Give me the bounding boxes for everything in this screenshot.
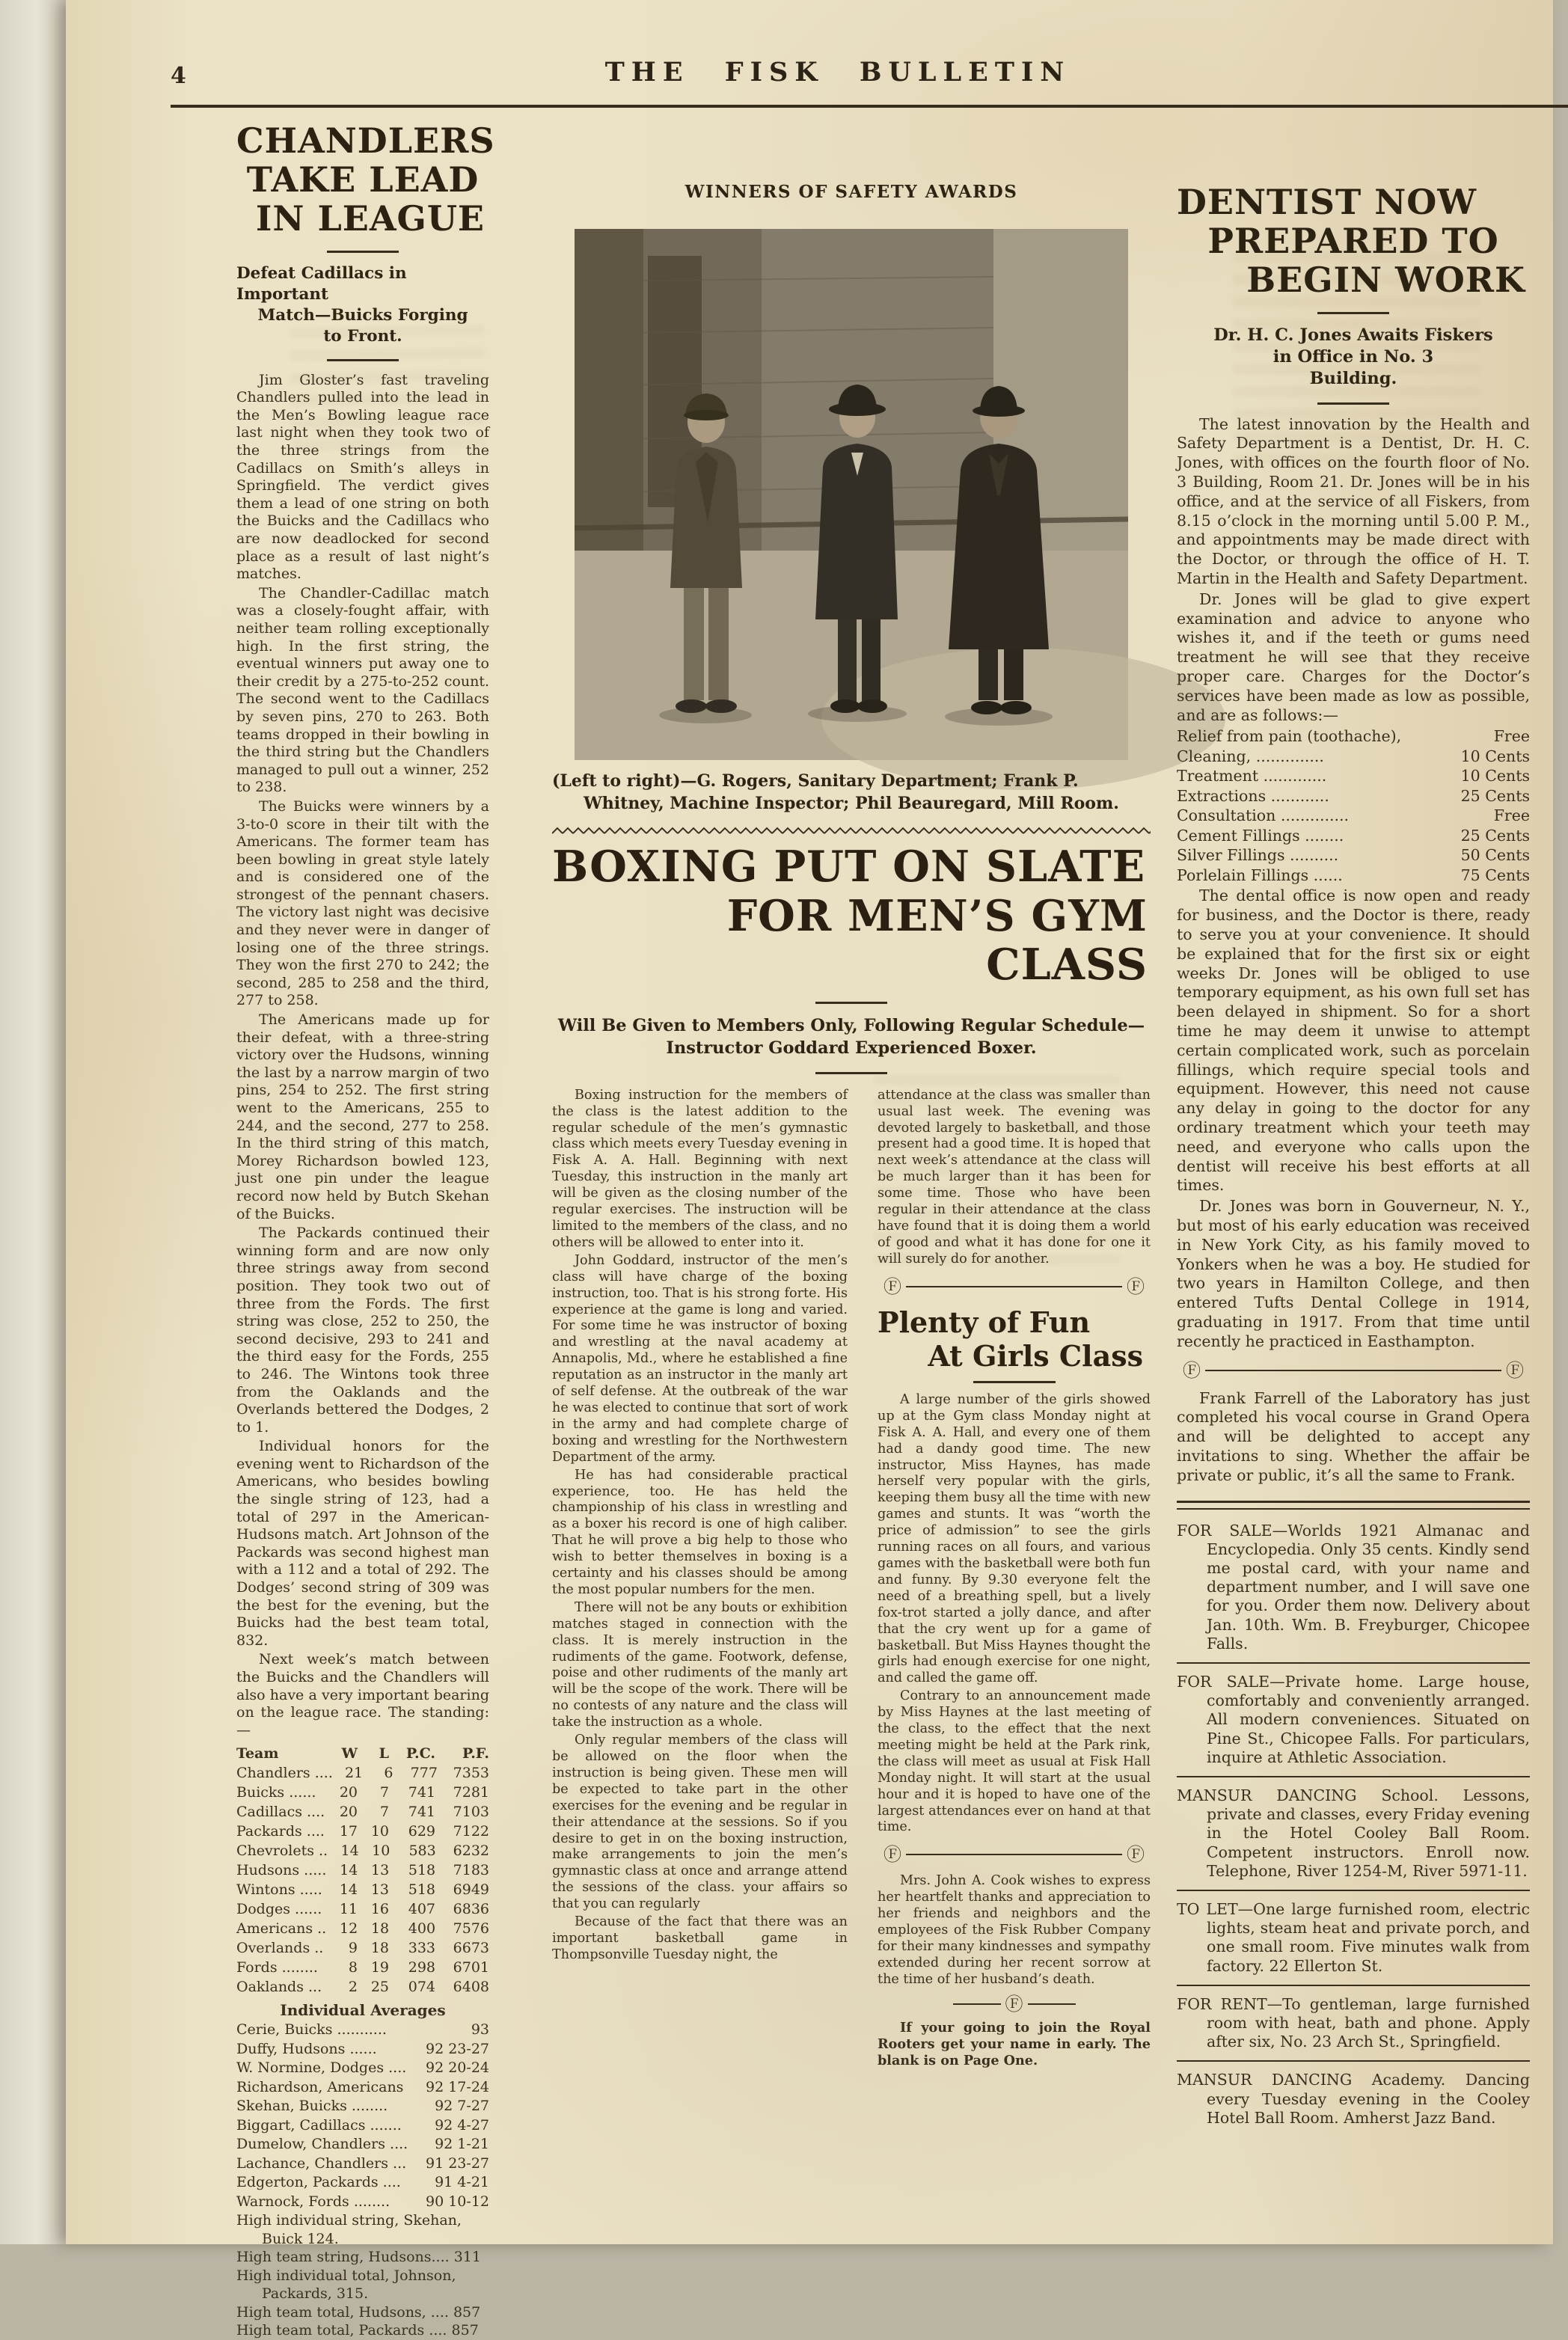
photo-caption [552, 771, 1151, 815]
standings-cell: 777 [410, 1765, 438, 1782]
average-name: Edgerton, Packards .... [236, 2174, 401, 2191]
average-value: 92 7-27 [435, 2098, 489, 2115]
article-paragraph: Jim Gloster’s fast traveling Chandlers pulled into the lead in the Men’s Bowling league race last night when they took two of the three strings from the Cadillacs on Smith’s alleys in Springfield. The verdict gives them a lead of one string on both the Buicks and the Cadillacs who are now deadlocked for second place as a result of last night’s matches. [236, 371, 489, 583]
circled-f-ornament-icon: Ⓕ [1127, 1275, 1145, 1297]
royal-rooters-notice: If your going to join the Royal Rooters get your name in early. The blank is on Page One. [878, 2019, 1151, 2068]
article-paragraph: He has had considerable practical experience, too. He has held the championship of his class in wrestling and as a boxer his record is one of high caliber. That he will prove a big help to those who wish to better themselves in boxing is a certainty and his classes should be among the most popular numbers for the men. [552, 1467, 848, 1597]
standings-cell: 10 [372, 1843, 391, 1860]
averages-note: High individual string, Skehan, Buick 124. [236, 2212, 462, 2247]
subhead-line: Defeat Cadillacs in Important [236, 263, 407, 304]
average-name: Cerie, Buicks ........... [236, 2021, 387, 2039]
averages-note: High team total, Hudsons, .... 857 [236, 2303, 481, 2321]
center-section [552, 182, 1151, 2070]
article-paragraph: The Buicks were winners by a 3-to-0 score in their tilt with the Americans. The former team has been bowling in great style lately and is considered one of the strongest of the pennant chasers. The victory last night was decisive and they never were in danger of losing one of the three strings. They won the first 270 to 242; the second, 285 to 258 and the third, 277 to 258. [236, 797, 489, 1009]
classified-ad: MANSUR DANCING Academy. Dancing every Tuesday evening in the Cooley Hotel Ball Room. Amherst Jazz Band. [1177, 2071, 1530, 2127]
divider-rule [815, 1072, 887, 1074]
standings-cell: 518 [408, 1862, 436, 1879]
standings-header-cell: Team [236, 1745, 279, 1762]
circled-f-ornament-icon: Ⓕ [883, 1275, 901, 1297]
standings-cell: 583 [408, 1843, 436, 1860]
masthead [66, 57, 1553, 88]
standings-cell: 629 [408, 1823, 435, 1840]
standings-row [236, 1841, 489, 1860]
standings-cell: Dodges ...... [236, 1901, 322, 1918]
average-value: 91 23-27 [426, 2154, 489, 2172]
price-value: Free [1493, 727, 1530, 746]
article-paragraph: The Americans made up for their defeat, with a three-string victory over the Hudsons, winning the last by a narrow margin of two pins, 254 to 252. The first string went to the Americans, 255 to 244, and the second, 277 to 258. In the third string of this match, Morey Richardson bowled 123, just one pin under the league record now held by Butch Skehan of the Buicks. [236, 1011, 489, 1222]
standings-cell: 298 [408, 1959, 435, 1976]
divider-rule [1028, 2003, 1076, 2005]
classified-ad: FOR RENT—To gentleman, large furnished room with heat, bath and phone. Apply after six, No. 23 Arch St., Springfield. [1177, 1994, 1530, 2051]
standings-row [236, 1783, 489, 1802]
photo-illustration [575, 229, 1128, 760]
average-row [236, 2193, 489, 2212]
article-paragraph: The Packards continued their winning form and are now only three strings away from second position. They took two out of three from the Fords. The first string was close, 252 to 250, the second decisive, 293 to 241 and the third easy for the Fords, 255 to 246. The Wintons took three from the Oaklands and the Overlands bettered the Dodges, 2 to 1. [236, 1225, 489, 1436]
standings-cell: 14 [339, 1881, 358, 1899]
divider-rule [1205, 1370, 1501, 1371]
boxing-headline [552, 842, 1151, 990]
standings-row [236, 1763, 489, 1783]
price-service: Porlelain Fillings ...... [1177, 866, 1343, 884]
average-name: Skehan, Buicks ........ [236, 2098, 388, 2115]
standings-cell: 13 [370, 1881, 389, 1899]
classified-divider [1177, 1985, 1530, 1986]
article-paragraph: Contrary to an announcement made by Miss Haynes at the last meeting of the class, to the effect that the next meeting might be held at the Park rink, the class will meet as usual at Fisk Hall Monday night. It will start at the usual hour and it is hoped to have one of the largest attendances ever on hand at that time. [878, 1688, 1151, 1835]
divider-rule [906, 1854, 1122, 1855]
standings-cell: 7576 [453, 1920, 489, 1938]
standings-cell: Hudsons ..... [236, 1862, 327, 1879]
standings-header-cell: W [341, 1745, 358, 1762]
article-paragraph: Next week’s match between the Buicks and the Chandlers will also have a very important bearing on the league race. The standing:— [236, 1651, 489, 1739]
standings-row [236, 1919, 489, 1938]
section-divider-ornament [883, 1844, 1145, 1866]
standings-cell: 13 [371, 1862, 390, 1879]
photo-kicker: WINNERS OF SAFETY AWARDS [685, 182, 1018, 202]
classified-divider [1177, 1662, 1530, 1664]
standings-cell: Chevrolets .. [236, 1843, 328, 1860]
circled-f-ornament-icon: Ⓕ [883, 1844, 901, 1866]
bowling-subhead [236, 263, 489, 347]
price-value: 50 Cents [1460, 846, 1530, 865]
standings-header-cell: L [379, 1745, 389, 1762]
standings-cell: 18 [370, 1920, 390, 1938]
caption-line: (Left to right)—G. Rogers, Sanitary Department; Frank P. [552, 771, 1079, 791]
standings-cell: 12 [339, 1920, 358, 1938]
dental-price-list [1177, 726, 1530, 885]
circled-f-ornament-icon: Ⓕ [1183, 1359, 1201, 1381]
header-rule [171, 105, 1568, 108]
standings-cell: 2 [348, 1979, 358, 1996]
standings-cell: Chandlers .... [236, 1765, 333, 1782]
bowling-article [236, 120, 495, 2340]
classified-ad: FOR SALE—Private home. Large house, comfortably and conveniently arranged. All modern conveniences. Situated on Pine St., Chicopee Falls. For particulars, inquire at Athletic Association. [1177, 1672, 1530, 1766]
subhead-line: in Office in No. 3 [1273, 347, 1434, 367]
standings-cell: 25 [370, 1979, 389, 1996]
standings-cell: 17 [339, 1823, 358, 1840]
headline-line: PREPARED TO [1207, 220, 1499, 261]
league-standings-table [236, 1744, 489, 1997]
average-name: Warnock, Fords ........ [236, 2193, 391, 2210]
page-number: 4 [171, 63, 186, 89]
article-paragraph: The latest innovation by the Health and Safety Department is a Dentist, Dr. H. C. Jones, with offices on the fourth floor of No. 3 Building, Room 21. Dr. Jones will be in his office, and at the service of all Fiskers, from 8.15 o’clock in the morning until 5.00 P. M., and appointments may be made direct with the Doctor, or through the office of H. T. Martin in the Health and Safety Department. [1177, 414, 1530, 588]
averages-note: High individual total, Johnson, Packards, 315. [236, 2267, 456, 2303]
classified-divider [1177, 2060, 1530, 2062]
price-row [1177, 806, 1530, 826]
price-service: Relief from pain (toothache), [1177, 727, 1402, 746]
standings-cell: 9 [348, 1940, 358, 1957]
subhead-line: Match—Buicks Forging [257, 305, 468, 325]
standings-cell: 7281 [453, 1784, 489, 1801]
average-name: Richardson, Americans [236, 2078, 404, 2095]
classified-ad: MANSUR DANCING School. Lessons, private and classes, every Friday evening in the Hotel Cooley Ball Room. Competent instructors. Enroll now. Telephone, River 1254-M, River 5971-11. [1177, 1786, 1530, 1880]
bowling-headline [236, 120, 495, 239]
standings-cell: 21 [344, 1765, 364, 1782]
section-divider-ornament [883, 1275, 1145, 1297]
article-paragraph: There will not be any bouts or exhibition matches staged in connection with the class. It is merely instruction in the rudiments of the game. Footwork, defense, poise and other rudiments of the manly art will be the scope of the work. There will be no contests of any nature and the class will take the instruction as a whole. [552, 1599, 848, 1730]
average-row [236, 2021, 489, 2040]
standings-cell: 6836 [453, 1901, 489, 1918]
divider-rule [1317, 312, 1389, 314]
standings-cell: 16 [370, 1901, 389, 1918]
averages-title: Individual Averages [280, 2001, 446, 2020]
article-paragraph: Individual honors for the evening went to Richardson of the Americans, who besides bowling the single string of 123, had a total of 297 in the American-Hudsons match. Art Johnson of the Packards was second highest man with a 112 and a total of 292. The Dodges’ second string of 309 was the best for the evening, but the Buicks had the best team total, 832. [236, 1438, 489, 1649]
headline-line: DENTIST NOW [1177, 182, 1477, 222]
average-name: Lachance, Chandlers ... [236, 2154, 407, 2172]
standings-row [236, 1938, 489, 1958]
publication-title: THE FISK BULLETIN [604, 57, 1071, 88]
average-name: W. Normine, Dodges .... [236, 2059, 407, 2077]
standings-cell: 741 [408, 1784, 435, 1801]
price-row [1177, 786, 1530, 806]
caption-line: Whitney, Machine Inspector; Phil Beauregard, Mill Room. [584, 793, 1119, 813]
classified-divider [1177, 1776, 1530, 1777]
price-row [1177, 766, 1530, 786]
standings-cell: Cadillacs .... [236, 1804, 325, 1821]
girls-class-headline [878, 1305, 1151, 1373]
standings-row [236, 1822, 489, 1841]
standings-cell: Buicks ...... [236, 1784, 316, 1801]
subhead-line: Instructor Goddard Experienced Boxer. [666, 1038, 1037, 1059]
scan-left-edge [0, 0, 66, 2244]
standings-header-cell: P.F. [462, 1745, 489, 1762]
subhead-line: Dr. H. C. Jones Awaits Fiskers [1213, 325, 1493, 345]
price-row [1177, 826, 1530, 846]
price-value: Free [1493, 806, 1530, 825]
standings-cell: 7353 [453, 1765, 490, 1782]
average-row [236, 2040, 489, 2059]
dentist-subhead [1177, 325, 1530, 390]
average-row [236, 2135, 489, 2154]
article-paragraph: The Chandler-Cadillac match was a closely-fought affair, with neither team rolling exceptionally high. In the first string, the eventual winners put away one to their credit by a 275-to-252 count. The second went to the Cadillacs by seven pins, 270 to 263. Both teams dropped in their bowling in the third string but the Chandlers managed to pull out a winner, 252 to 238. [236, 584, 489, 796]
averages-note: High team string, Hudsons.... 311 [236, 2249, 481, 2266]
standings-cell: 074 [408, 1979, 435, 1996]
headline-line: At Girls Class [928, 1339, 1143, 1373]
standings-row [236, 1977, 489, 1997]
double-rule [1177, 1501, 1530, 1510]
article-paragraph: A large number of the girls showed up at the Gym class Monday night at Fisk A. A. Hall, and every one of them had a dandy good time. The new instructor, Miss Haynes, has made herself very popular with the girls, keeping them busy all the time with new games and stunts. It was “worth the price of admission” to see the girls running races on all fours, and various games with the basketball were both fun and funny. By 9.30 everyone felt the need of a breathing spell, but a lively fox-trot started a jolly dance, and after that the cry went up for a game of basketball. But Miss Haynes thought the girls had enough exercise for one night, and called the game off. [878, 1391, 1151, 1686]
standings-row [236, 1958, 489, 1977]
divider-rule [906, 1286, 1122, 1287]
subhead-line: Building. [1309, 369, 1397, 389]
average-value: 90 10-12 [426, 2193, 489, 2210]
headline-line: TAKE LEAD [246, 159, 480, 200]
divider-rule [815, 1002, 887, 1004]
price-row [1177, 845, 1530, 866]
boxing-column-2 [878, 1088, 1151, 2071]
newspaper-sheet [66, 0, 1553, 2339]
boxing-column-1 [552, 1088, 848, 2071]
standings-cell: Fords ........ [236, 1959, 318, 1976]
headline-line: BOXING PUT ON SLATE [552, 842, 1146, 892]
average-value: 93 [471, 2021, 489, 2039]
standings-cell: 6 [384, 1765, 393, 1782]
article-paragraph: Dr. Jones was born in Gouverneur, N. Y., but most of his early education was received in New York City, as his family moved to Yonkers when he was a boy. He studied for two years in Hamilton College, and then entered Tufts Dental College in 1914, graduating in 1917. From that time until recently he practiced in Easthampton. [1177, 1197, 1530, 1350]
price-service: Consultation .............. [1177, 806, 1350, 825]
classified-ad: TO LET—One large furnished room, electric lights, steam heat and private porch, and one small room. Five minutes walk from factory. 22 Ellerton St. [1177, 1899, 1530, 1975]
price-row [1177, 747, 1530, 767]
article-paragraph: Dr. Jones will be glad to give expert examination and advice to anyone who wishes it, and if the teeth or gums need treatment he will see that they receive proper care. Charges for the Doctor’s services have been made as low as possible, and are as follows:— [1177, 589, 1530, 724]
divider-rule [953, 2003, 1001, 2005]
divider-rule [973, 1381, 1056, 1383]
standings-cell: 6701 [453, 1959, 489, 1976]
average-row [236, 2078, 489, 2098]
standings-cell: 7103 [453, 1804, 489, 1821]
standings-cell: 6949 [453, 1881, 489, 1899]
standings-row [236, 1899, 489, 1919]
price-value: 10 Cents [1460, 767, 1530, 785]
standings-cell: 19 [370, 1959, 389, 1976]
average-name: Duffy, Hudsons ...... [236, 2040, 377, 2057]
standings-header-row [236, 1744, 489, 1763]
safety-awards-photo [575, 229, 1128, 760]
standings-cell: 6232 [453, 1843, 489, 1860]
standings-cell: 14 [340, 1843, 359, 1860]
price-value: 25 Cents [1460, 786, 1530, 805]
article-paragraph: attendance at the class was smaller than usual last week. The evening was devoted largely to basketball, and those present had a good time. It is hoped that next week’s attendance at the class will be much larger than it has been for some time. Those who have been regular in their attendance at the class have found that it is doing them a world of good and what it has done for one it will surely do for another. [878, 1087, 1151, 1267]
dentist-headline [1177, 183, 1530, 300]
standings-cell: 7122 [453, 1823, 489, 1840]
circled-f-ornament-icon: Ⓕ [1005, 1993, 1023, 2015]
boxing-subhead [552, 1014, 1151, 1060]
article-paragraph: Only regular members of the class will be allowed on the floor when the instruction is being given. These men will be expected to take part in the other exercises for the evening and be regular in their attendance at the sessions. So if you desire to get in on the boxing instruction, make arrangements to join the men’s gymnastic class at once and arrange attend the sessions of the class. your affairs so that you can regularly [552, 1733, 848, 1912]
subhead-line: Will Be Given to Members Only, Following Regular Schedule— [557, 1016, 1145, 1036]
divider-rule [327, 251, 399, 253]
standings-cell: 20 [339, 1784, 358, 1801]
classified-divider [1177, 1890, 1530, 1891]
average-value: 92 4-27 [435, 2116, 489, 2134]
average-row [236, 2173, 489, 2193]
standings-cell: 407 [408, 1901, 435, 1918]
price-service: Silver Fillings .......... [1177, 846, 1339, 865]
article-paragraph: Boxing instruction for the members of the class is the latest addition to the regular schedule of the men’s gymnastic class which meets every Tuesday evening in Fisk A. A. Hall. Beginning with next Tuesday, this instruction in the manly art will be given as the closing number of the regular exercises. The instruction will be limited to the members of the class, and no others will be allowed to enter into it. [552, 1087, 848, 1250]
standings-cell: 18 [370, 1940, 389, 1957]
average-value: 92 17-24 [426, 2078, 489, 2095]
farrell-notice: Frank Farrell of the Laboratory has just completed his vocal course in Grand Opera and will be delighted to accept any invitations to sing. Whether the affair be private or public, it’s all the same to Frank. [1177, 1388, 1530, 1484]
circled-f-ornament-icon: Ⓕ [1127, 1844, 1145, 1866]
price-service: Treatment ............. [1177, 767, 1327, 785]
average-value: 92 1-21 [435, 2136, 489, 2153]
average-value: 91 4-21 [435, 2174, 489, 2191]
standings-cell: 11 [339, 1901, 358, 1918]
standings-cell: Packards .... [236, 1823, 325, 1840]
wavy-divider [552, 827, 1151, 835]
headline-line: FOR MEN’S GYM CLASS [726, 890, 1148, 990]
standings-cell: 6408 [453, 1979, 489, 1996]
price-value: 10 Cents [1460, 747, 1530, 765]
divider-rule [1317, 402, 1389, 405]
headline-line: IN LEAGUE [255, 197, 485, 239]
price-service: Extractions ............ [1177, 786, 1329, 805]
price-row [1177, 726, 1530, 747]
standings-cell: 518 [408, 1881, 435, 1899]
average-name: Biggart, Cadillacs ....... [236, 2116, 402, 2134]
price-row [1177, 866, 1530, 886]
average-row [236, 2097, 489, 2116]
standings-cell: Americans .. [236, 1920, 327, 1938]
standings-cell: 400 [408, 1920, 436, 1938]
average-name: Dumelow, Chandlers .... [236, 2136, 408, 2153]
article-paragraph: Because of the fact that there was an important basketball game in Thompsonville Tuesday night, the [552, 1914, 848, 1962]
standings-row [236, 1880, 489, 1899]
price-value: 25 Cents [1460, 826, 1530, 845]
headline-line: Plenty of Fun [878, 1305, 1091, 1339]
divider-rule [327, 359, 399, 361]
average-row [236, 2059, 489, 2078]
averages-note: High team total, Packards .... 857 [236, 2322, 479, 2339]
average-row [236, 2154, 489, 2174]
standings-cell: 8 [348, 1959, 358, 1976]
subhead-line: to Front. [323, 326, 402, 346]
standings-cell: 20 [339, 1804, 358, 1821]
headline-line: CHANDLERS [236, 120, 495, 161]
standings-cell: 10 [370, 1823, 389, 1840]
standings-row [236, 1860, 489, 1880]
section-divider-ornament [1183, 1359, 1524, 1381]
standings-cell: 741 [408, 1804, 435, 1821]
average-value: 92 23-27 [426, 2040, 489, 2057]
classified-ad: FOR SALE—Worlds 1921 Almanac and Encyclopedia. Only 35 cents. Kindly send me postal card, with your name and department number, and I will save one for you. Order them now. Delivery about Jan. 10th. Wm. B. Freyburger, Chicopee Falls. [1177, 1521, 1530, 1653]
average-row [236, 2116, 489, 2136]
price-value: 75 Cents [1460, 866, 1530, 884]
circled-f-ornament-icon: Ⓕ [1506, 1359, 1524, 1381]
article-paragraph: John Goddard, instructor of the men’s class will have charge of the boxing instruction, too. That is his strong forte. His experience at the game is long and varied. For some time he was instructor of boxing and wrestling at the naval academy at Annapolis, Md., where he established a fine reputation as an instructor in the manly art of self defense. At the outbreak of the war he was elected to continue that sort of work in the army and had complete charge of boxing and wrestling for the Northwestern Department of the army. [552, 1252, 848, 1465]
average-value: 92 20-24 [426, 2059, 489, 2077]
standings-row [236, 1802, 489, 1822]
thank-you-notice: Mrs. John A. Cook wishes to express her heartfelt thanks and appreciation to her friends and neighbors and the employees of the Fisk Rubber Company for their many kindnesses and sympathy extended during her recent sorrow at the time of her husband’s death. [878, 1873, 1151, 1987]
standings-cell: Wintons ..... [236, 1881, 322, 1899]
standings-cell: 14 [340, 1862, 358, 1879]
standings-cell: Overlands .. [236, 1940, 324, 1957]
section-divider-ornament [883, 1993, 1145, 2015]
article-paragraph: The dental office is now open and ready for business, and the Doctor is there, ready to serve you at your convenience. It should be explained that for the first six or eight weeks Dr. Jones will be obliged to use temporary equipment, as his own full set has been delayed in shipment. So for a short time he may deem it unwise to attempt certain complicated work, such as porcelain fillings, which require special tools and equipment. However, this need not cause any delay in going to the doctor for any ordinary treatment which your teeth may need, and everyone who calls upon the dentist will receive his best efforts at all times. [1177, 886, 1530, 1195]
headline-line: BEGIN WORK [1246, 259, 1525, 300]
standings-cell: 7 [379, 1784, 389, 1801]
dentist-article [1177, 183, 1530, 2128]
standings-cell: Oaklands ... [236, 1979, 322, 1996]
standings-cell: 6673 [453, 1940, 489, 1957]
price-service: Cement Fillings ........ [1177, 826, 1344, 845]
price-service: Cleaning, .............. [1177, 747, 1324, 765]
standings-cell: 7 [379, 1804, 389, 1821]
standings-cell: 7183 [453, 1862, 489, 1879]
standings-header-cell: P.C. [405, 1745, 435, 1762]
standings-cell: 333 [408, 1940, 435, 1957]
